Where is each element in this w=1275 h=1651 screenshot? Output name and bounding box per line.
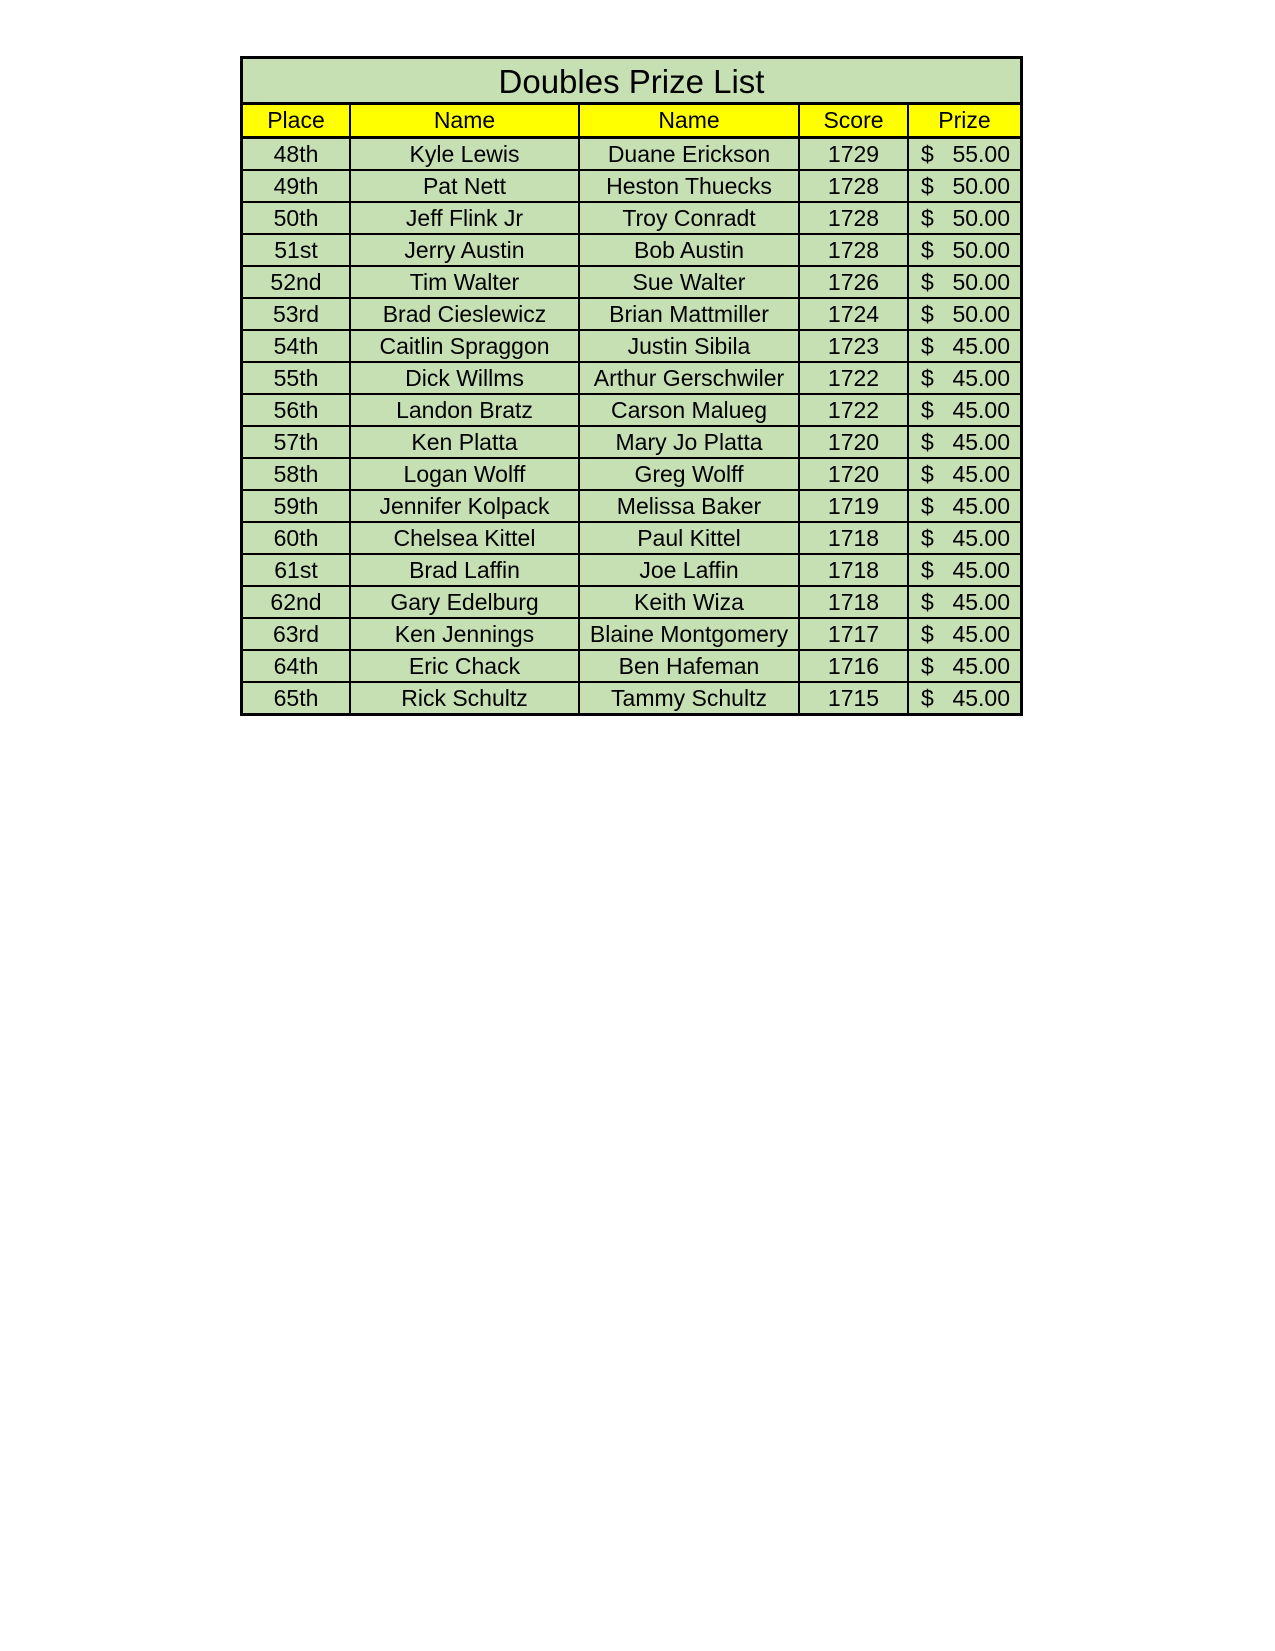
bowler-name-2-cell: Paul Kittel [579,522,799,554]
prize-cell [908,554,1020,586]
prize-amount: 50.00 [952,173,1010,199]
place-cell: 48th [243,138,350,171]
currency-symbol: $ [921,685,934,711]
table-row [243,554,1020,586]
place-cell: 54th [243,330,350,362]
score-cell: 1720 [799,458,908,490]
table-row [243,298,1020,330]
place-cell: 61st [243,554,350,586]
bowler-name-2-cell: Arthur Gerschwiler [579,362,799,394]
prize-cell [908,138,1020,171]
place-cell: 59th [243,490,350,522]
prize-list-table [240,56,1023,716]
prize-cell [908,682,1020,713]
currency-symbol: $ [921,333,934,359]
prize-amount: 45.00 [952,685,1010,711]
table-row [243,234,1020,266]
bowler-name-1-cell: Brad Cieslewicz [350,298,579,330]
table-row [243,170,1020,202]
prize-table [243,105,1020,713]
table-row [243,618,1020,650]
bowler-name-2-cell: Melissa Baker [579,490,799,522]
currency-symbol: $ [921,621,934,647]
currency-symbol: $ [921,237,934,263]
prize-amount: 50.00 [952,205,1010,231]
score-cell: 1720 [799,426,908,458]
place-cell: 60th [243,522,350,554]
bowler-name-2-cell: Joe Laffin [579,554,799,586]
score-cell: 1722 [799,394,908,426]
place-cell: 53rd [243,298,350,330]
score-cell: 1723 [799,330,908,362]
score-cell: 1724 [799,298,908,330]
table-row [243,330,1020,362]
place-cell: 52nd [243,266,350,298]
bowler-name-2-cell: Bob Austin [579,234,799,266]
prize-cell [908,586,1020,618]
score-cell: 1728 [799,202,908,234]
table-row [243,682,1020,713]
bowler-name-2-cell: Ben Hafeman [579,650,799,682]
header-name-2: Name [579,105,799,138]
prize-amount: 50.00 [952,237,1010,263]
prize-cell [908,650,1020,682]
bowler-name-2-cell: Mary Jo Platta [579,426,799,458]
prize-amount: 45.00 [952,461,1010,487]
currency-symbol: $ [921,461,934,487]
bowler-name-1-cell: Dick Willms [350,362,579,394]
header-place: Place [243,105,350,138]
prize-amount: 45.00 [952,333,1010,359]
table-row [243,362,1020,394]
table-row [243,650,1020,682]
place-cell: 58th [243,458,350,490]
prize-amount: 45.00 [952,589,1010,615]
prize-cell [908,170,1020,202]
place-cell: 65th [243,682,350,713]
prize-cell [908,426,1020,458]
place-cell: 57th [243,426,350,458]
bowler-name-1-cell: Brad Laffin [350,554,579,586]
bowler-name-2-cell: Blaine Montgomery [579,618,799,650]
score-cell: 1722 [799,362,908,394]
bowler-name-1-cell: Eric Chack [350,650,579,682]
score-cell: 1715 [799,682,908,713]
prize-cell [908,458,1020,490]
place-cell: 62nd [243,586,350,618]
score-cell: 1717 [799,618,908,650]
bowler-name-2-cell: Brian Mattmiller [579,298,799,330]
bowler-name-2-cell: Tammy Schultz [579,682,799,713]
bowler-name-2-cell: Troy Conradt [579,202,799,234]
currency-symbol: $ [921,525,934,551]
bowler-name-1-cell: Logan Wolff [350,458,579,490]
bowler-name-1-cell: Kyle Lewis [350,138,579,171]
bowler-name-1-cell: Rick Schultz [350,682,579,713]
bowler-name-2-cell: Sue Walter [579,266,799,298]
score-cell: 1729 [799,138,908,171]
currency-symbol: $ [921,557,934,583]
prize-amount: 55.00 [952,141,1010,167]
score-cell: 1718 [799,554,908,586]
bowler-name-1-cell: Jerry Austin [350,234,579,266]
prize-cell [908,202,1020,234]
currency-symbol: $ [921,653,934,679]
prize-amount: 45.00 [952,557,1010,583]
currency-symbol: $ [921,301,934,327]
table-row [243,202,1020,234]
currency-symbol: $ [921,365,934,391]
header-prize: Prize [908,105,1020,138]
score-cell: 1716 [799,650,908,682]
score-cell: 1728 [799,170,908,202]
header-score: Score [799,105,908,138]
place-cell: 55th [243,362,350,394]
header-row [243,105,1020,138]
prize-cell [908,618,1020,650]
bowler-name-2-cell: Duane Erickson [579,138,799,171]
table-row [243,138,1020,171]
table-title: Doubles Prize List [243,59,1020,105]
bowler-name-1-cell: Tim Walter [350,266,579,298]
bowler-name-1-cell: Jennifer Kolpack [350,490,579,522]
score-cell: 1718 [799,586,908,618]
prize-cell [908,266,1020,298]
prize-amount: 45.00 [952,365,1010,391]
place-cell: 49th [243,170,350,202]
score-cell: 1719 [799,490,908,522]
currency-symbol: $ [921,493,934,519]
score-cell: 1726 [799,266,908,298]
prize-cell [908,362,1020,394]
currency-symbol: $ [921,269,934,295]
currency-symbol: $ [921,429,934,455]
prize-amount: 45.00 [952,621,1010,647]
bowler-name-1-cell: Pat Nett [350,170,579,202]
prize-cell [908,330,1020,362]
score-cell: 1718 [799,522,908,554]
currency-symbol: $ [921,173,934,199]
prize-amount: 45.00 [952,493,1010,519]
prize-amount: 50.00 [952,269,1010,295]
prize-cell [908,234,1020,266]
table-row [243,522,1020,554]
table-row [243,586,1020,618]
place-cell: 64th [243,650,350,682]
prize-cell [908,522,1020,554]
header-name-1: Name [350,105,579,138]
bowler-name-2-cell: Justin Sibila [579,330,799,362]
prize-amount: 45.00 [952,525,1010,551]
prize-cell [908,394,1020,426]
bowler-name-2-cell: Carson Malueg [579,394,799,426]
bowler-name-1-cell: Gary Edelburg [350,586,579,618]
bowler-name-1-cell: Caitlin Spraggon [350,330,579,362]
place-cell: 63rd [243,618,350,650]
prize-cell [908,298,1020,330]
bowler-name-1-cell: Landon Bratz [350,394,579,426]
prize-amount: 50.00 [952,301,1010,327]
table-body [243,138,1020,714]
prize-amount: 45.00 [952,653,1010,679]
bowler-name-2-cell: Greg Wolff [579,458,799,490]
currency-symbol: $ [921,589,934,615]
table-row [243,394,1020,426]
prize-amount: 45.00 [952,397,1010,423]
place-cell: 51st [243,234,350,266]
bowler-name-1-cell: Jeff Flink Jr [350,202,579,234]
table-row [243,266,1020,298]
currency-symbol: $ [921,205,934,231]
bowler-name-1-cell: Ken Jennings [350,618,579,650]
currency-symbol: $ [921,397,934,423]
place-cell: 50th [243,202,350,234]
bowler-name-1-cell: Ken Platta [350,426,579,458]
bowler-name-1-cell: Chelsea Kittel [350,522,579,554]
prize-cell [908,490,1020,522]
bowler-name-2-cell: Heston Thuecks [579,170,799,202]
prize-amount: 45.00 [952,429,1010,455]
bowler-name-2-cell: Keith Wiza [579,586,799,618]
table-row [243,426,1020,458]
place-cell: 56th [243,394,350,426]
table-row [243,490,1020,522]
table-row [243,458,1020,490]
currency-symbol: $ [921,141,934,167]
score-cell: 1728 [799,234,908,266]
